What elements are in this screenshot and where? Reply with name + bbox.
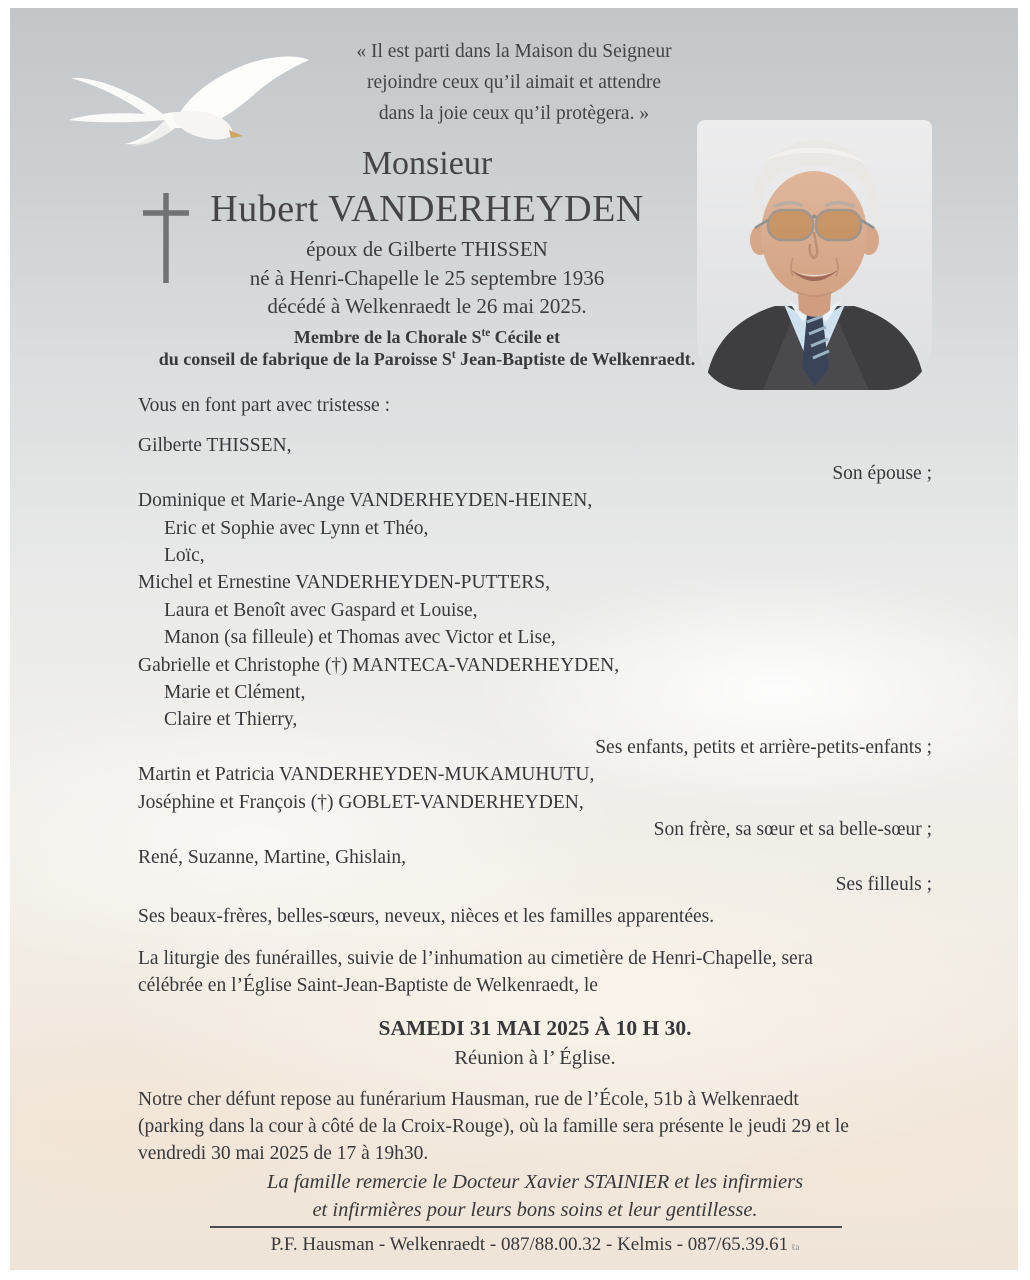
repose-paragraph bbox=[138, 1086, 932, 1168]
relation-label: Ses filleuls ; bbox=[835, 873, 932, 895]
family-line: Martin et Patricia VANDERHEYDEN-MUKAMUHUTU, bbox=[138, 764, 595, 786]
footer-divider bbox=[210, 1226, 842, 1228]
deceased-civility: Monsieur bbox=[361, 145, 493, 182]
relation-label: Son épouse ; bbox=[832, 462, 932, 484]
liturgy-paragraph bbox=[138, 945, 932, 1000]
portrait-photo bbox=[697, 120, 932, 390]
death-line: décédé à Welkenraedt le 26 mai 2025. bbox=[267, 294, 587, 318]
family-line: Gilberte THISSEN, bbox=[138, 435, 292, 457]
family-line: Gabrielle et Christophe (†) MANTECA-VANDERHEYDEN, bbox=[138, 654, 620, 676]
membership-superscript: t bbox=[451, 349, 456, 361]
quote-line: dans la joie ceux qu’il protègera. » bbox=[378, 103, 650, 124]
portrait-illustration bbox=[697, 120, 932, 390]
thanks-line: La famille remercie le Docteur Xavier STAINIER et les infirmiers bbox=[266, 1170, 804, 1193]
announcement-intro: Vous en font part avec tristesse : bbox=[138, 395, 390, 416]
membership-text: du conseil de fabrique de la Paroisse S bbox=[158, 349, 452, 369]
liturgy-line: La liturgie des funérailles, suivie de l’inhumation au cimetière de Henri-Chapelle, sera bbox=[138, 947, 813, 969]
epigraph-quote bbox=[10, 36, 1018, 129]
membership-text: Jean-Baptiste de Welkenraedt. bbox=[455, 349, 696, 369]
repose-line: vendredi 30 mai 2025 de 17 à 19h30. bbox=[138, 1143, 429, 1165]
printer-mark: ℓa bbox=[791, 1241, 800, 1252]
relation-label: Son frère, sa sœur et sa belle-sœur ; bbox=[653, 819, 932, 841]
repose-line: (parking dans la cour à côté de la Croix-Rouge), où la famille sera présente le jeudi 29 et le bbox=[138, 1115, 849, 1137]
membership-superscript: te bbox=[481, 326, 491, 339]
family-line: Marie et Clément, bbox=[164, 682, 306, 704]
ceremony-date: SAMEDI 31 MAI 2025 À 10 H 30. bbox=[378, 1015, 692, 1040]
membership-text: Cécile et bbox=[490, 326, 561, 347]
announcement-body bbox=[138, 392, 932, 1261]
family-line: Manon (sa filleule) et Thomas avec Victor et Lise, bbox=[164, 627, 556, 649]
family-line: Ses beaux-frères, belles-sœurs, neveux, nièces et les familles apparentées. bbox=[138, 906, 715, 928]
spouse-line: époux de Gilberte THISSEN bbox=[306, 237, 548, 261]
thanks-paragraph bbox=[138, 1168, 932, 1224]
family-line: Joséphine et François (†) GOBLET-VANDERHEYDEN, bbox=[138, 791, 584, 813]
family-line: Claire et Thierry, bbox=[164, 709, 298, 731]
sky-background bbox=[10, 8, 1018, 1270]
thanks-line: et infirmières pour leurs bons soins et leur gentillesse. bbox=[312, 1198, 758, 1221]
membership-line bbox=[137, 348, 717, 371]
membership-line bbox=[137, 326, 717, 349]
deceased-name: Hubert VANDERHEYDEN bbox=[210, 188, 644, 230]
family-line: Michel et Ernestine VANDERHEYDEN-PUTTERS, bbox=[138, 572, 550, 594]
membership-text: Membre de la Chorale S bbox=[293, 326, 482, 347]
funeral-home-contact: P.F. Hausman - Welkenraedt - 087/88.00.32 - Kelmis - 087/65.39.61 bbox=[270, 1233, 789, 1255]
family-line: Eric et Sophie avec Lynn et Théo, bbox=[164, 517, 429, 539]
funeral-home-footer bbox=[138, 1231, 932, 1261]
relation-label: Ses enfants, petits et arrière-petits-enfants ; bbox=[595, 736, 932, 758]
liturgy-line: célébrée en l’Église Saint-Jean-Baptiste de Welkenraedt, le bbox=[138, 975, 598, 997]
quote-line: rejoindre ceux qu’il aimait et attendre bbox=[367, 72, 661, 93]
repose-line: Notre cher défunt repose au funérarium Hausman, rue de l’École, 51b à Welkenraedt bbox=[138, 1088, 799, 1110]
birth-line: né à Henri-Chapelle le 25 septembre 1936 bbox=[249, 265, 605, 290]
family-line: Loïc, bbox=[164, 545, 205, 567]
quote-line: « Il est parti dans la Maison du Seigneur bbox=[356, 41, 672, 62]
ceremony-meeting: Réunion à l’ Église. bbox=[454, 1046, 616, 1069]
family-line: Laura et Benoît avec Gaspard et Louise, bbox=[164, 599, 478, 621]
family-line: Dominique et Marie-Ange VANDERHEYDEN-HEINEN, bbox=[138, 490, 593, 512]
family-line: René, Suzanne, Martine, Ghislain, bbox=[138, 846, 407, 868]
deceased-header bbox=[137, 144, 717, 371]
